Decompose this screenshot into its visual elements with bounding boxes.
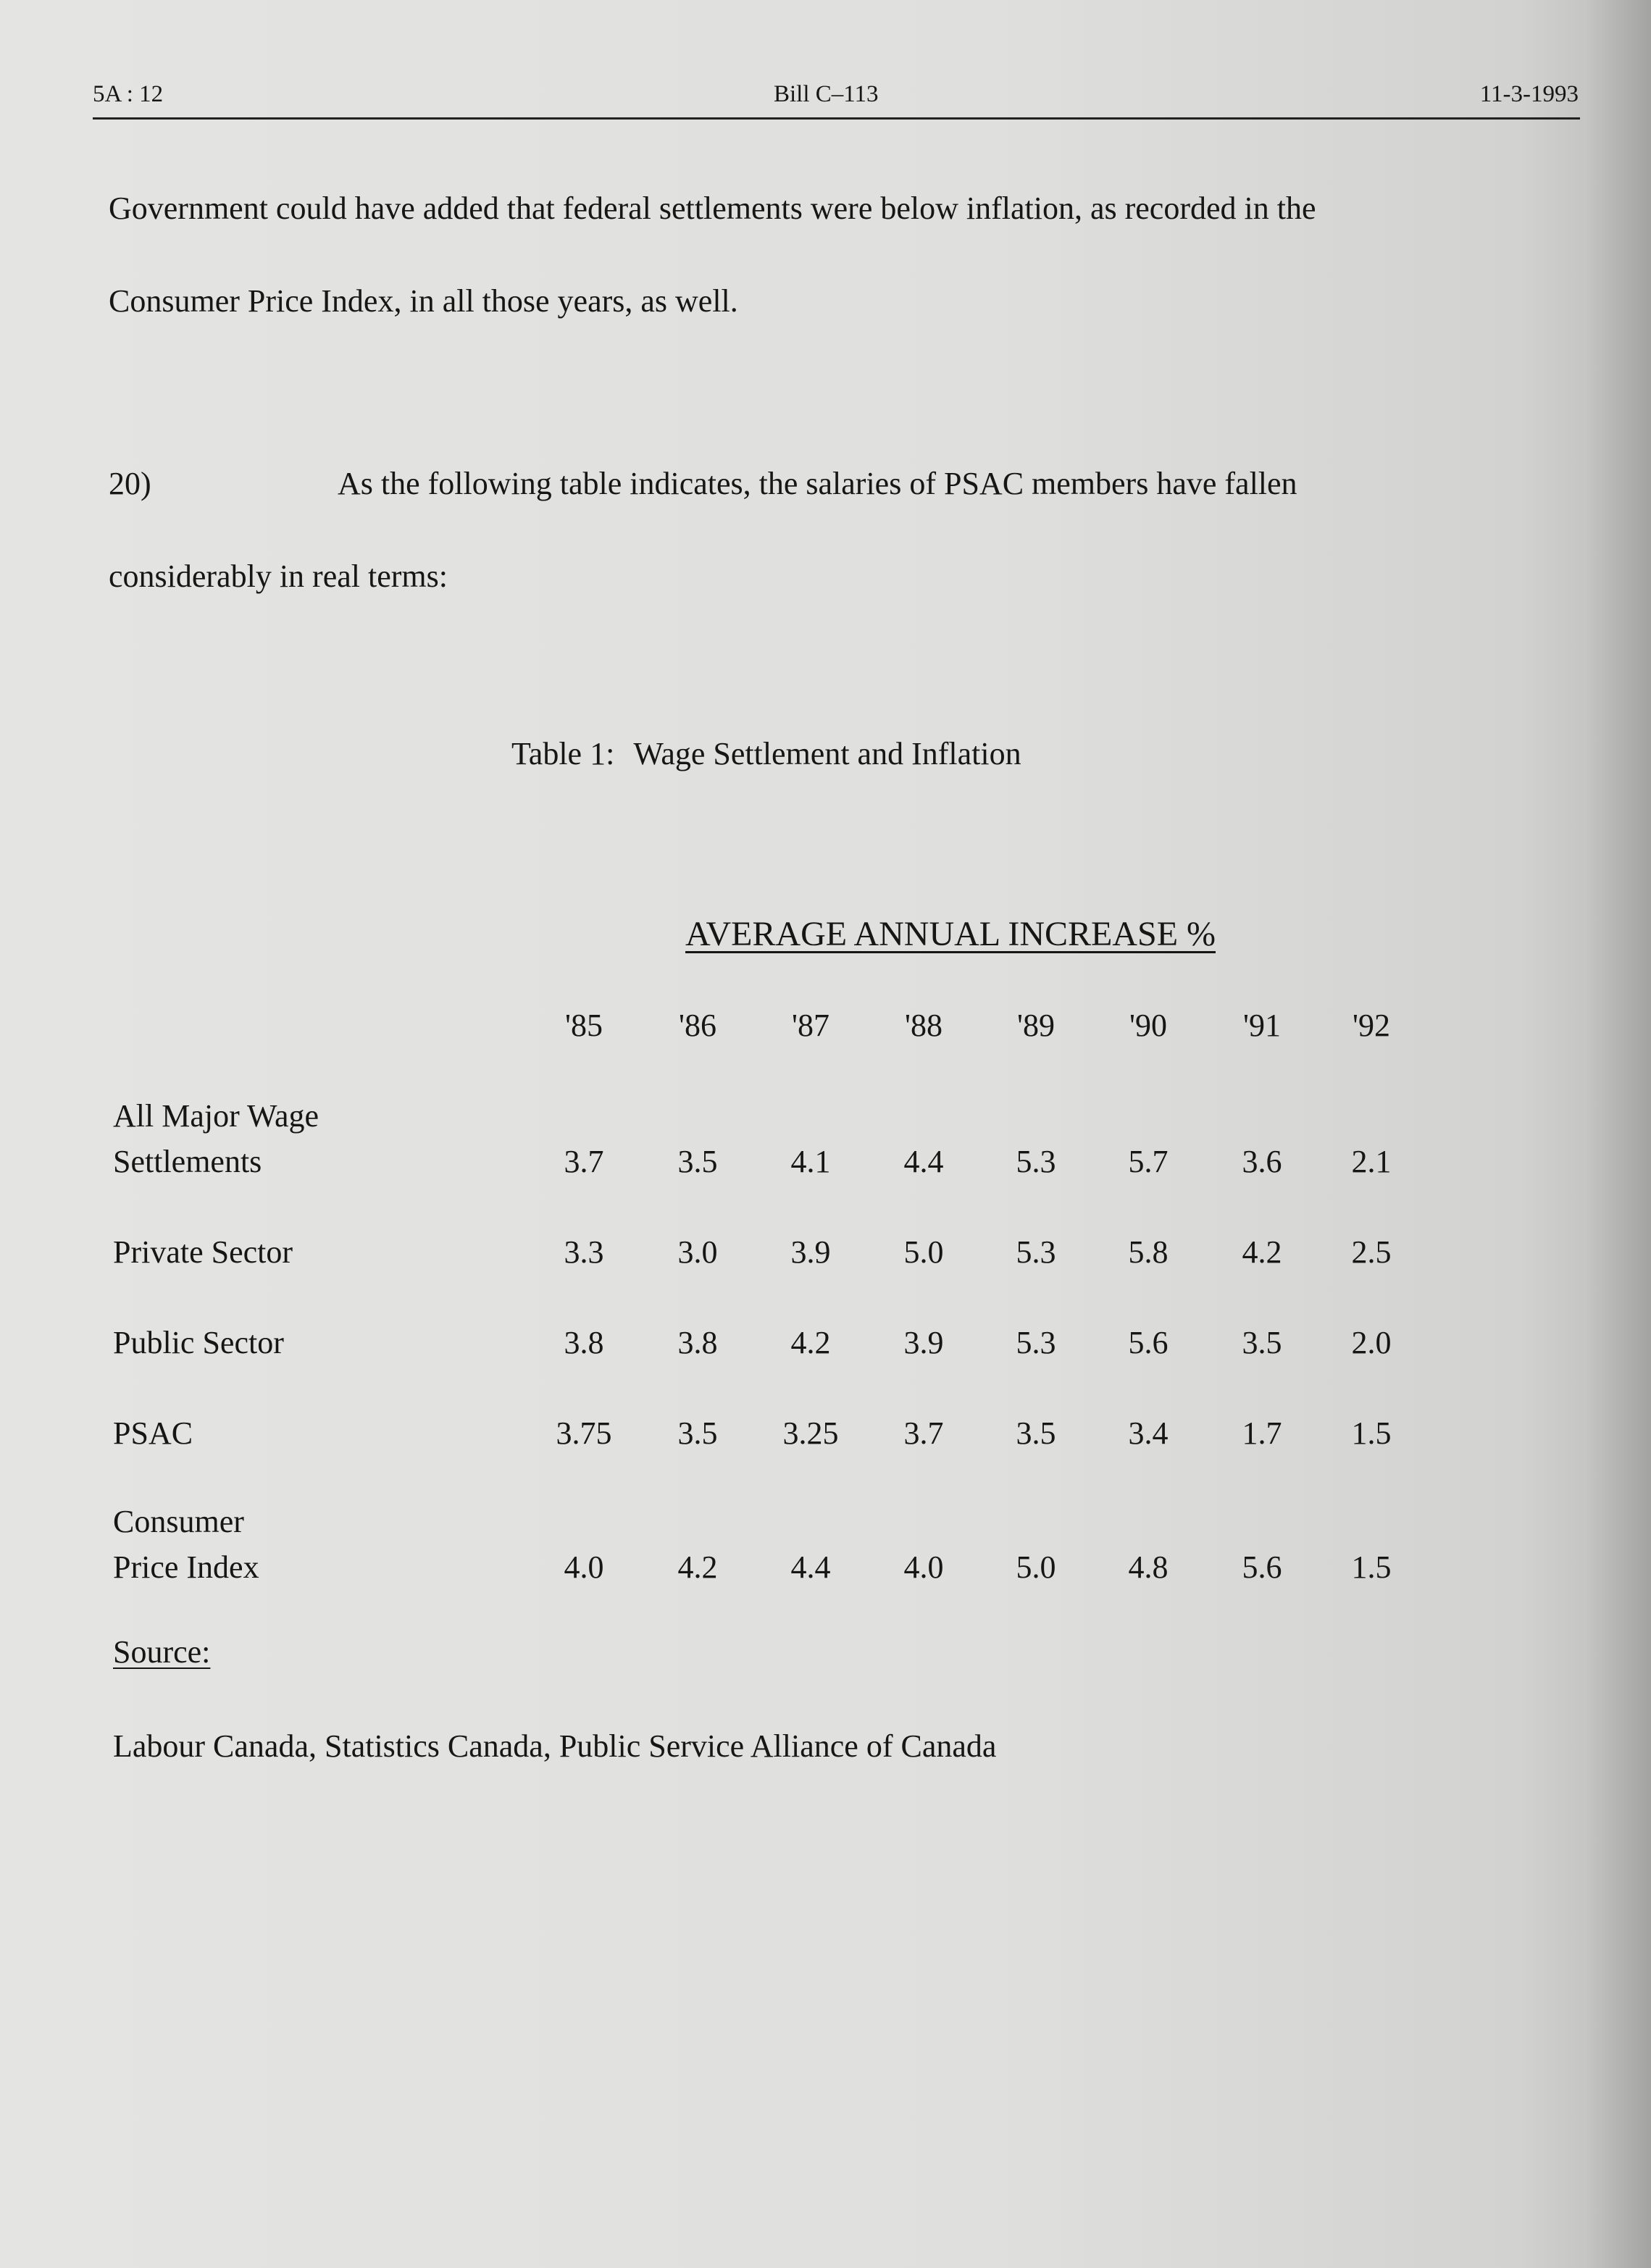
year-header: '88: [905, 1008, 942, 1043]
table-cell: 1.7: [1242, 1415, 1282, 1451]
paragraph-number: 20): [109, 466, 151, 501]
table-cell: 4.2: [790, 1325, 831, 1360]
document-date: 11-3-1993: [1479, 81, 1579, 107]
table-cell: 4.2: [1242, 1234, 1282, 1270]
table-cell: 3.3: [564, 1234, 604, 1270]
table-cell: 4.0: [903, 1549, 944, 1585]
source-label: Source:: [113, 1634, 211, 1670]
table-cell: 3.75: [556, 1415, 612, 1451]
table-cell: 5.3: [1016, 1325, 1056, 1360]
source-text: Labour Canada, Statistics Canada, Public Service Alliance of Canada: [113, 1728, 997, 1764]
table-cell: 4.8: [1128, 1549, 1169, 1585]
table-title-text: Wage Settlement and Inflation: [633, 736, 1021, 771]
page-number: 5A : 12: [93, 81, 164, 107]
table-cell: 3.7: [903, 1415, 944, 1451]
row-label: Private Sector: [113, 1234, 293, 1270]
table-cell: 4.0: [564, 1549, 604, 1585]
table-cell: 1.5: [1351, 1415, 1392, 1451]
row-label: Settlements: [113, 1144, 262, 1179]
year-header: '89: [1017, 1008, 1055, 1043]
table-heading: AVERAGE ANNUAL INCREASE %: [685, 915, 1216, 953]
table-cell: 5.8: [1128, 1234, 1169, 1270]
paragraph-20-line-2: considerably in real terms:: [109, 558, 448, 594]
table-cell: 5.6: [1128, 1325, 1169, 1360]
table-cell: 3.9: [790, 1234, 831, 1270]
table-cell: 4.1: [790, 1144, 831, 1179]
table-cell: 3.25: [782, 1415, 839, 1451]
row-label-line-1: All Major Wage: [113, 1098, 319, 1134]
table-cell: 4.2: [677, 1549, 718, 1585]
table-cell: 3.0: [677, 1234, 718, 1270]
row-label: Price Index: [113, 1549, 259, 1585]
table-cell: 3.8: [564, 1325, 604, 1360]
page-edge-shadow: [1586, 0, 1651, 2268]
table-cell: 5.0: [903, 1234, 944, 1270]
table-cell: 5.6: [1242, 1549, 1282, 1585]
table-cell: 4.4: [903, 1144, 944, 1179]
table-title: [511, 735, 1021, 772]
table-cell: 5.3: [1016, 1144, 1056, 1179]
year-header: '85: [565, 1008, 603, 1043]
table-cell: 3.9: [903, 1325, 944, 1360]
year-header: '86: [679, 1008, 716, 1043]
table-cell: 2.0: [1351, 1325, 1392, 1360]
table-cell: 1.5: [1351, 1549, 1392, 1585]
row-label: Public Sector: [113, 1325, 284, 1360]
table-cell: 5.7: [1128, 1144, 1169, 1179]
row-label: PSAC: [113, 1415, 193, 1451]
body-line-2: Consumer Price Index, in all those years, as well.: [109, 283, 738, 319]
table-cell: 3.7: [564, 1144, 604, 1179]
row-label-line-1: Consumer: [113, 1504, 244, 1539]
table-cell: 2.5: [1351, 1234, 1392, 1270]
table-cell: 5.0: [1016, 1549, 1056, 1585]
header-rule: [93, 117, 1580, 120]
bill-title: Bill C–113: [774, 81, 879, 107]
table-cell: 3.8: [677, 1325, 718, 1360]
table-cell: 3.5: [1242, 1325, 1282, 1360]
table-cell: 3.5: [677, 1415, 718, 1451]
year-header: '90: [1129, 1008, 1167, 1043]
table-cell: 3.4: [1128, 1415, 1169, 1451]
table-cell: 3.5: [1016, 1415, 1056, 1451]
table-cell: 3.5: [677, 1144, 718, 1179]
year-header: '91: [1243, 1008, 1281, 1043]
year-header: '87: [792, 1008, 829, 1043]
body-line-1: Government could have added that federal settlements were below inflation, as recorded in the: [109, 191, 1316, 226]
paragraph-20-line-1: As the following table indicates, the salaries of PSAC members have fallen: [338, 466, 1297, 501]
table-cell: 4.4: [790, 1549, 831, 1585]
table-cell: 2.1: [1351, 1144, 1392, 1179]
year-header: '92: [1353, 1008, 1390, 1043]
table-label: Table 1:: [511, 736, 615, 771]
table-cell: 5.3: [1016, 1234, 1056, 1270]
table-cell: 3.6: [1242, 1144, 1282, 1179]
